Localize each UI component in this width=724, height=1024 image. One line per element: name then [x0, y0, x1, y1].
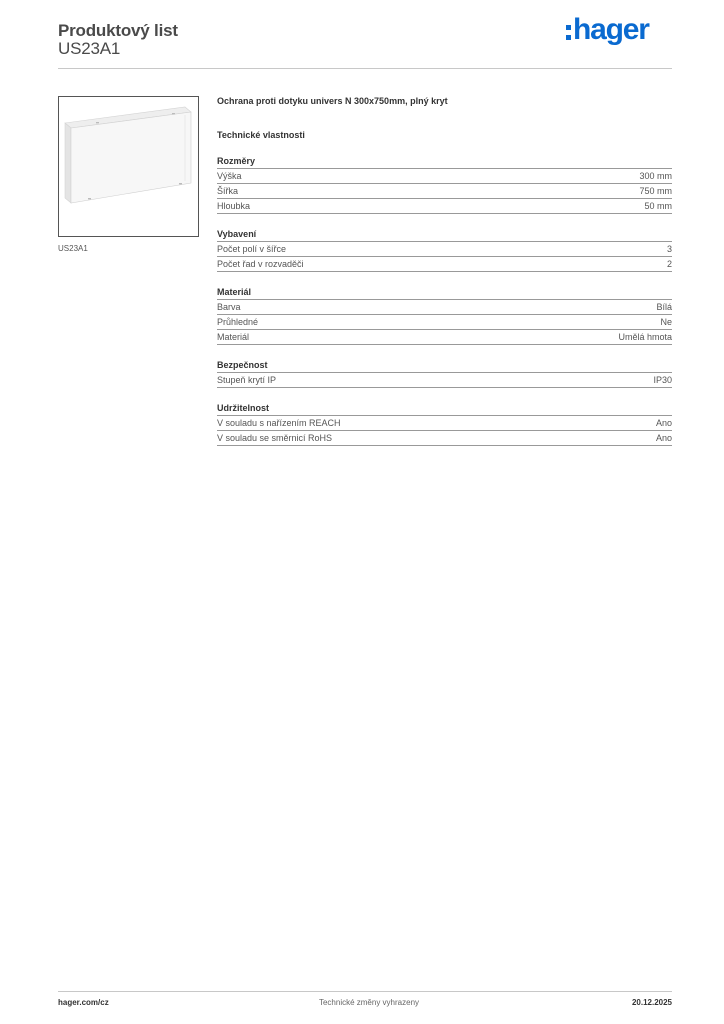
row-label: Průhledné	[217, 317, 259, 327]
section-dimensions	[217, 156, 672, 214]
row-label: Barva	[217, 302, 241, 312]
header-divider	[58, 68, 672, 69]
row-label: V souladu s nařízením REACH	[217, 418, 341, 428]
footer-website: hager.com/cz	[58, 998, 109, 1007]
row-label: Počet řad v rozvaděči	[217, 259, 304, 269]
row-label: V souladu se směrnicí RoHS	[217, 433, 333, 443]
section-title: Udržitelnost	[217, 403, 672, 416]
table-row	[217, 315, 672, 330]
table-row	[217, 184, 672, 199]
table-row	[217, 257, 672, 272]
section-title: Materiál	[217, 287, 672, 300]
table-row	[217, 242, 672, 257]
row-label: Stupeň krytí IP	[217, 375, 277, 385]
product-details	[217, 96, 672, 446]
footer-disclaimer: Technické změny vyhrazeny	[318, 998, 420, 1007]
row-value: 300 mm	[639, 171, 672, 181]
section-safety	[217, 360, 672, 388]
row-value: Ano	[655, 433, 672, 443]
page-title: Produktový list	[58, 21, 178, 40]
row-value: Ano	[655, 418, 672, 428]
section-equipment	[217, 229, 672, 272]
table-row	[217, 431, 672, 446]
logo-mark-icon	[566, 25, 571, 40]
row-label: Materiál	[217, 332, 250, 342]
section-title: Bezpečnost	[217, 360, 672, 373]
row-value: 3	[666, 244, 672, 254]
row-value: Bílá	[656, 302, 672, 312]
section-title: Vybavení	[217, 229, 672, 242]
footer-date: 20.12.2025	[631, 998, 672, 1007]
row-value: 2	[666, 259, 672, 269]
row-label: Šířka	[217, 186, 239, 196]
table-row	[217, 199, 672, 214]
row-value: 50 mm	[644, 201, 672, 211]
image-caption: US23A1	[58, 244, 88, 253]
row-value: Umělá hmota	[618, 332, 672, 342]
table-row	[217, 330, 672, 345]
product-description: Ochrana proti dotyku univers N 300x750mm, plný kryt	[217, 96, 448, 106]
row-value: Ne	[660, 317, 672, 327]
logo-text: hager	[573, 13, 649, 46]
table-row	[217, 373, 672, 388]
footer-divider	[58, 991, 672, 992]
row-label: Výška	[217, 171, 242, 181]
product-image	[58, 96, 199, 237]
section-sustainability	[217, 403, 672, 446]
section-material	[217, 287, 672, 345]
row-value: 750 mm	[639, 186, 672, 196]
table-row	[217, 169, 672, 184]
row-value: IP30	[653, 375, 672, 385]
row-label: Hloubka	[217, 201, 251, 211]
table-row	[217, 416, 672, 431]
table-row	[217, 300, 672, 315]
section-title: Rozměry	[217, 156, 672, 169]
hager-logo	[566, 13, 649, 47]
product-code: US23A1	[58, 39, 121, 58]
row-label: Počet polí v šířce	[217, 244, 287, 254]
cover-panel-illustration	[59, 97, 198, 236]
technical-properties-heading: Technické vlastnosti	[217, 130, 305, 140]
